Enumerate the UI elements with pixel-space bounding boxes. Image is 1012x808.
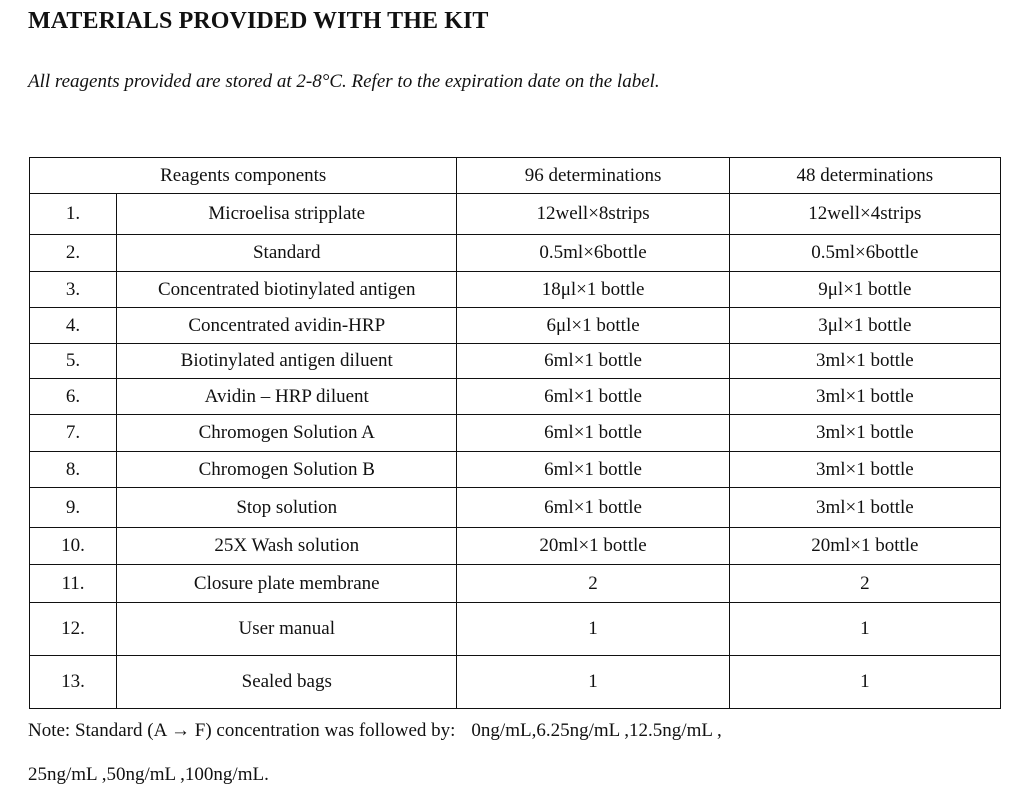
note-prefix: Note: Standard (A → F) concentration was followed by: [28,720,456,741]
row-number: 2. [30,235,117,272]
quantity-96: 6ml×1 bottle [457,415,729,452]
table-row [30,415,1001,452]
quantity-96: 0.5ml×6bottle [457,235,729,272]
table-row [30,308,1001,344]
quantity-96: 1 [457,656,729,709]
header-96-determinations: 96 determinations [457,158,729,194]
row-number: 9. [30,488,117,528]
table-row [30,452,1001,488]
quantity-48: 12well×4strips [729,194,1000,235]
table-row [30,565,1001,603]
quantity-48: 3ml×1 bottle [729,452,1000,488]
reagent-name: Biotinylated antigen diluent [117,344,457,379]
quantity-96: 6μl×1 bottle [457,308,729,344]
table-row [30,344,1001,379]
reagent-name: Stop solution [117,488,457,528]
quantity-96: 6ml×1 bottle [457,452,729,488]
reagent-name: User manual [117,603,457,656]
note-values-line2: 25ng/mL ,50ng/mL ,100ng/mL. [28,764,269,785]
quantity-48: 9μl×1 bottle [729,272,1000,308]
reagent-name: Standard [117,235,457,272]
row-number: 6. [30,379,117,415]
quantity-48: 3ml×1 bottle [729,415,1000,452]
reagent-name: Microelisa stripplate [117,194,457,235]
row-number: 13. [30,656,117,709]
reagent-name: Concentrated avidin-HRP [117,308,457,344]
quantity-48: 3ml×1 bottle [729,344,1000,379]
quantity-48: 3ml×1 bottle [729,379,1000,415]
quantity-48: 2 [729,565,1000,603]
table-body [30,194,1001,709]
row-number: 4. [30,308,117,344]
reagent-name: Avidin – HRP diluent [117,379,457,415]
header-48-determinations: 48 determinations [729,158,1000,194]
row-number: 1. [30,194,117,235]
row-number: 12. [30,603,117,656]
row-number: 5. [30,344,117,379]
row-number: 10. [30,528,117,565]
table-row [30,272,1001,308]
quantity-96: 18μl×1 bottle [457,272,729,308]
header-reagents-components: Reagents components [30,158,457,194]
quantity-48: 1 [729,603,1000,656]
table-header-row [30,158,1001,194]
reagent-name: Chromogen Solution A [117,415,457,452]
reagent-name: Closure plate membrane [117,565,457,603]
note-values-line1: 0ng/mL,6.25ng/mL ,12.5ng/mL , [471,720,722,741]
kit-components-table [29,157,1001,709]
standard-concentration-note [28,720,722,742]
quantity-96: 1 [457,603,729,656]
table-row [30,488,1001,528]
quantity-96: 2 [457,565,729,603]
storage-note: All reagents provided are stored at 2-8°C. Refer to the expiration date on the label. [28,71,660,92]
quantity-96: 20ml×1 bottle [457,528,729,565]
table-row [30,194,1001,235]
row-number: 11. [30,565,117,603]
row-number: 3. [30,272,117,308]
table-row [30,656,1001,709]
reagent-name: Sealed bags [117,656,457,709]
table-row [30,528,1001,565]
reagent-name: Chromogen Solution B [117,452,457,488]
row-number: 7. [30,415,117,452]
table-row [30,379,1001,415]
reagent-name: 25X Wash solution [117,528,457,565]
quantity-48: 3μl×1 bottle [729,308,1000,344]
quantity-96: 6ml×1 bottle [457,488,729,528]
quantity-48: 20ml×1 bottle [729,528,1000,565]
row-number: 8. [30,452,117,488]
table-row [30,603,1001,656]
table-row [30,235,1001,272]
quantity-96: 12well×8strips [457,194,729,235]
document-title: MATERIALS PROVIDED WITH THE KIT [28,8,489,34]
quantity-96: 6ml×1 bottle [457,344,729,379]
reagent-name: Concentrated biotinylated antigen [117,272,457,308]
quantity-48: 1 [729,656,1000,709]
quantity-48: 0.5ml×6bottle [729,235,1000,272]
quantity-48: 3ml×1 bottle [729,488,1000,528]
quantity-96: 6ml×1 bottle [457,379,729,415]
